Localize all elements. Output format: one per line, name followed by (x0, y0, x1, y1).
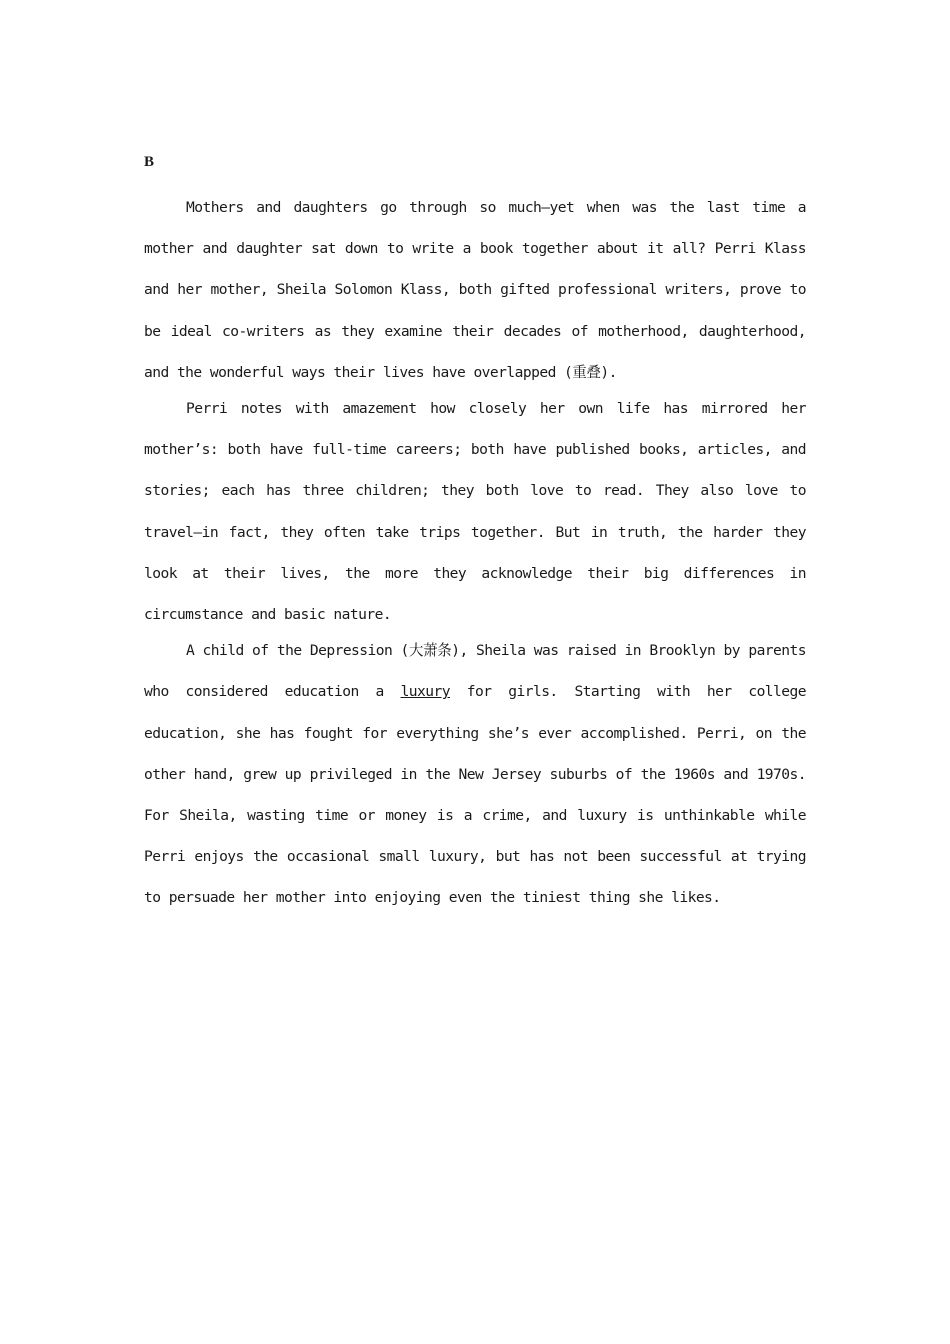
paragraph-3-text-after: for girls. Starting with her college education, she has fought for everything she’s ever accomplished. Perri, on the other hand, grew up privileged in the New Jersey suburbs of the 1960s and 1970s. For Sheila, wasting time or money is a crime, and luxury is unthinkable while Perri enjoys the occasional small luxury, but has not been successful at trying to persuade her mother into enjoying even the tiniest thing she likes. (144, 683, 806, 907)
document-page (144, 150, 806, 914)
section-label: B (144, 154, 155, 170)
paragraph-2: Perri notes with amazement how closely her own life has mirrored her mother’s: both have full-time careers; both have published books, articles, and stories; each has three children; they both love to read. They also love to travel—in fact, they often take trips together. But in truth, the harder they look at their lives, the more they acknowledge their big differences in circumstance and basic nature. (144, 400, 806, 624)
paragraph-3 (144, 630, 806, 918)
paragraph-3-text-before: A child of the Depression (大萧条), Sheila was raised in Brooklyn by parents who considered education a (144, 642, 806, 701)
underlined-word-luxury: luxury (400, 683, 450, 701)
paragraph-1: Mothers and daughters go through so much—yet when was the last time a mother and daughter sat down to write a book together about it all? Perri Klass and her mother, Sheila Solomon Klass, both gifted professional writers, prove to be ideal co-writers as they examine their decades of motherhood, daughterhood, and the wonderful ways their lives have overlapped (重叠). (144, 199, 806, 381)
